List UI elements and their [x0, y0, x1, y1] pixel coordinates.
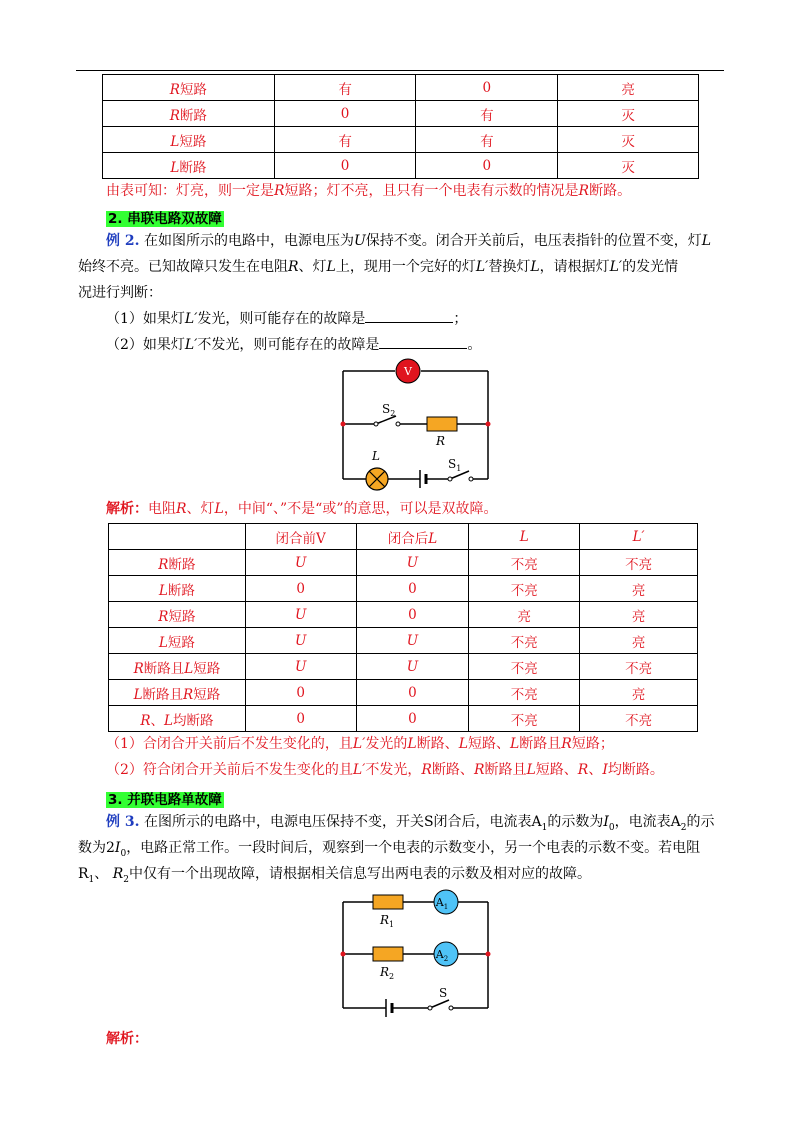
example-2-line2: 始终不亮。已知故障只发生在电阻R、灯L上，现用一个完好的灯L′替换灯L，请根据灯L′的发光情 [78, 259, 679, 275]
resistor-r1 [373, 895, 403, 909]
table-cell: U [245, 628, 356, 654]
table-cell: 0 [245, 576, 356, 602]
table-cell: U [356, 654, 469, 680]
junction-dot [486, 422, 491, 427]
table-cell: L断路且R短路 [109, 680, 246, 706]
table-cell: 不亮 [469, 706, 580, 732]
table-header-cell: 闭合后L [356, 524, 469, 550]
answer-blank-2[interactable] [379, 334, 467, 349]
example-2-line3: 况进行判断： [78, 285, 162, 301]
table-cell: 亮 [580, 628, 698, 654]
resistor-r-label: R [436, 434, 446, 448]
table-cell: 0 [356, 680, 469, 706]
table-cell: 0 [274, 101, 416, 127]
table-cell: 有 [274, 75, 416, 101]
table-header-cell: L [469, 524, 580, 550]
table-cell: R断路 [109, 550, 246, 576]
table-cell: 0 [356, 602, 469, 628]
table-cell: 0 [245, 680, 356, 706]
lamp-l-label: L [372, 449, 380, 463]
lamp-l [366, 468, 388, 490]
table-row [109, 576, 698, 602]
table-row [103, 101, 699, 127]
table-row [109, 680, 698, 706]
table-row [103, 153, 699, 179]
example-3-line2: 数为$2I_0$，电路正常工作。一段时间后，观察到一个电表的示数变小，另一个电表的示数不变。若电阻 [78, 840, 701, 859]
table-cell: U [356, 628, 469, 654]
table-cell: L短路 [109, 628, 246, 654]
example-2: 例 2. 在如图所示的电路中，电源电压为U保持不变。闭合开关前后，电压表指针的位置不变，灯L [106, 233, 712, 249]
table-cell: 灭 [558, 153, 699, 179]
question-1: （1）如果灯L′发光，则可能存在的故障是 ； [106, 306, 467, 332]
switch-s-label: S [439, 986, 448, 1000]
switch-s1-label: $S_1$ [448, 457, 462, 473]
analysis-2: 解析：电阻R、灯L，中间“、”不是“或”的意思，可以是双故障。 [106, 501, 498, 517]
table-cell: U [245, 654, 356, 680]
table-row [109, 628, 698, 654]
table-cell: 亮 [580, 602, 698, 628]
junction-dot [486, 952, 491, 957]
table-cell: L短路 [103, 127, 275, 153]
circuit-diagram-1 [330, 352, 500, 492]
answer-2-2: （2）符合闭合开关前后不发生变化的且L′不发光，R断路、R断路且L短路、R、I均断路。 [106, 762, 664, 778]
table-row [109, 706, 698, 732]
example-3-line3: $R_1$、 $R_2$中仅有一个出现故障，请根据相关信息写出两电表的示数及相对应的故障。 [78, 866, 592, 885]
fault-table-2 [108, 523, 698, 732]
table-cell: R断路且L短路 [109, 654, 246, 680]
table-cell: R短路 [109, 602, 246, 628]
table-row [103, 75, 699, 101]
table-row [103, 127, 699, 153]
table-cell: 不亮 [469, 680, 580, 706]
table-row [109, 602, 698, 628]
circuit-diagram-2 [330, 886, 500, 1021]
table-header-cell: L′ [580, 524, 698, 550]
answer-2-1: （1）合闭合开关前后不发生变化的，且L′发光的L断路、L短路、L断路且R短路； [106, 736, 614, 752]
fault-table-1 [102, 74, 699, 179]
table-cell: L断路 [109, 576, 246, 602]
table-header-cell: 闭合前V [245, 524, 356, 550]
table-cell: 有 [416, 101, 558, 127]
table-cell: 不亮 [469, 654, 580, 680]
table-cell: 不亮 [580, 550, 698, 576]
voltmeter [396, 359, 420, 383]
table-cell: 灭 [558, 101, 699, 127]
table-cell: U [356, 550, 469, 576]
table-cell: 0 [274, 153, 416, 179]
table-cell: 0 [416, 153, 558, 179]
table-cell: L断路 [103, 153, 275, 179]
table-header-row [109, 524, 698, 550]
svg-text:A1: $A_1$ [435, 896, 449, 911]
ammeter-a1 [434, 890, 458, 914]
table-cell: 不亮 [580, 654, 698, 680]
table-cell: 亮 [469, 602, 580, 628]
table-row [109, 654, 698, 680]
table-cell: 亮 [580, 576, 698, 602]
question-2: （2）如果灯L′不发光，则可能存在的故障是 。 [106, 332, 481, 358]
table-cell: 不亮 [469, 628, 580, 654]
resistor-r2 [373, 947, 403, 961]
svg-text:V: V [404, 365, 412, 378]
table-header-cell [109, 524, 246, 550]
svg-text:A2: $A_2$ [435, 948, 449, 963]
table-row [109, 550, 698, 576]
table-cell: U [245, 550, 356, 576]
section-2-heading: 2. 串联电路双故障 [108, 211, 222, 227]
example-3: 例 3. 在图所示的电路中，电源电压保持不变，开关S闭合后，电流表$A_1$的示数为$I_0$，电流表$A_2$的示 [106, 814, 715, 833]
junction-dot [341, 422, 346, 427]
table-cell: 0 [356, 706, 469, 732]
resistor-r1-label: $R_1$ [380, 913, 395, 929]
resistor-r2-label: $R_2$ [380, 965, 395, 981]
table-cell: 不亮 [469, 576, 580, 602]
table-cell: R、L均断路 [109, 706, 246, 732]
table-cell: 0 [416, 75, 558, 101]
table-cell: 不亮 [580, 706, 698, 732]
table-cell: R断路 [103, 101, 275, 127]
analysis-3: 解析： [106, 1031, 148, 1047]
conclusion-1: 由表可知：灯亮，则一定是R短路；灯不亮，且只有一个电表有示数的情况是R断路。 [106, 183, 632, 199]
table-cell: 0 [356, 576, 469, 602]
table-cell: R短路 [103, 75, 275, 101]
table-cell: 有 [416, 127, 558, 153]
table-cell: 0 [245, 706, 356, 732]
table-cell: 灭 [558, 127, 699, 153]
table-cell: 亮 [558, 75, 699, 101]
resistor-r [427, 417, 457, 431]
table-cell: 不亮 [469, 550, 580, 576]
section-3-heading: 3. 并联电路单故障 [108, 792, 222, 808]
header-rule [76, 70, 724, 71]
junction-dot [341, 952, 346, 957]
answer-blank-1[interactable] [365, 308, 453, 323]
switch-s2-label: $S_2$ [382, 402, 396, 418]
table-cell: 有 [274, 127, 416, 153]
ammeter-a2 [434, 942, 458, 966]
table-cell: 亮 [580, 680, 698, 706]
table-cell: U [245, 602, 356, 628]
